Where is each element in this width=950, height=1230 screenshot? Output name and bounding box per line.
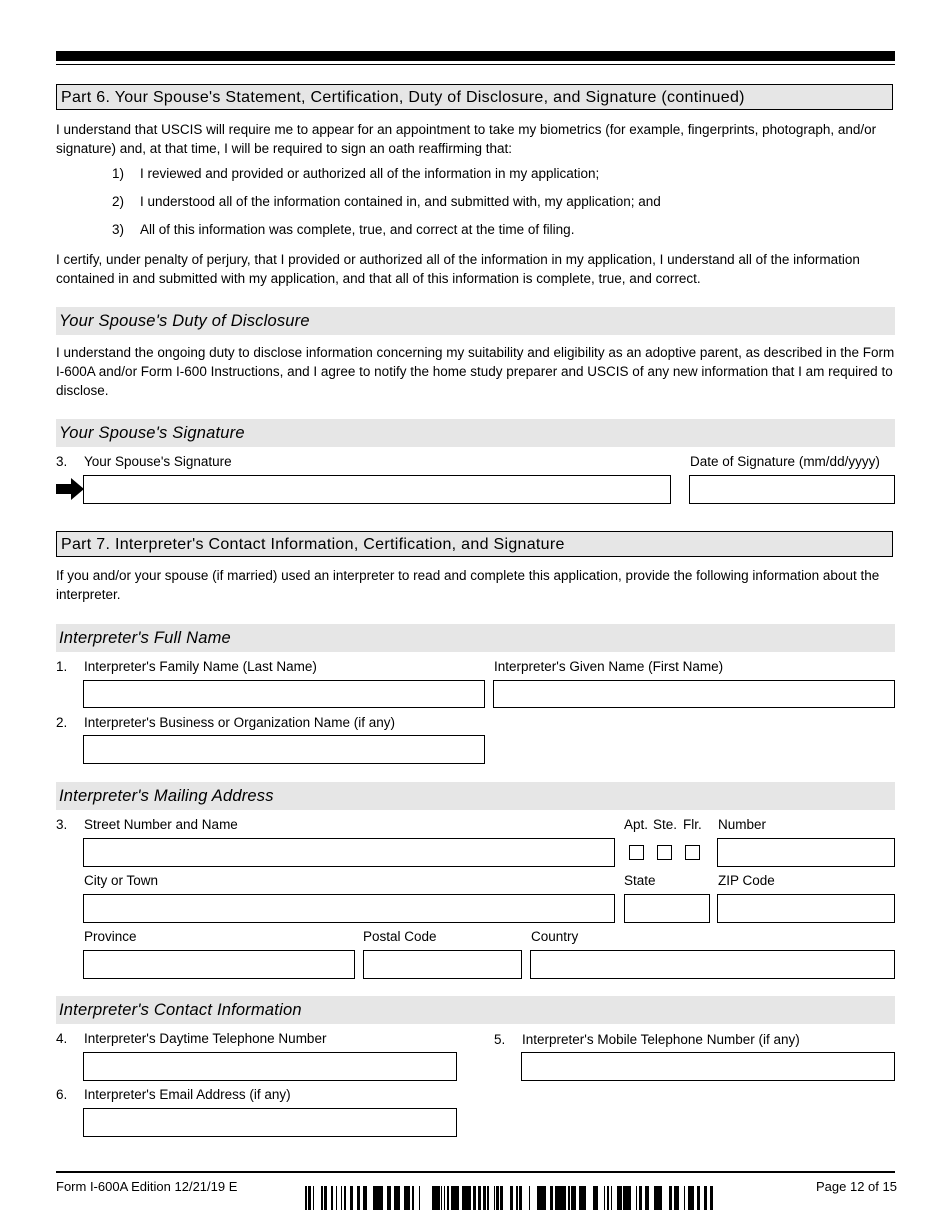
certification-text: I certify, under penalty of perjury, that I provided or authorized all of the information in my application, I understand all of the information contained in and submitted with my application, and that all of this information is complete, true, and correct. bbox=[56, 252, 860, 286]
country-field[interactable] bbox=[530, 950, 895, 979]
given-name-field[interactable] bbox=[493, 680, 895, 708]
interpreter-mailing-header: Interpreter's Mailing Address bbox=[56, 782, 895, 810]
daytime-phone-field[interactable] bbox=[83, 1052, 457, 1081]
part6-title: Part 6. Your Spouse's Statement, Certification, Duty of Disclosure, and Signature bbox=[61, 89, 657, 106]
mobile-phone-label: Interpreter's Mobile Telephone Number (if any) bbox=[522, 1032, 800, 1047]
part7-header bbox=[56, 531, 893, 557]
part7-intro: If you and/or your spouse (if married) used an interpreter to read and complete this application, provide the following information about the interpreter. bbox=[56, 568, 880, 602]
street-label: Street Number and Name bbox=[84, 817, 238, 832]
state-field[interactable] bbox=[624, 894, 710, 923]
part6-intro: I understand that USCIS will require me to appear for an appointment to take my biometrics (for example, fingerprints, photograph, and/or signature) and, at that time, I will be required to sign an oath reaffirming that: bbox=[56, 122, 877, 156]
interpreter-fullname-header: Interpreter's Full Name bbox=[56, 624, 895, 652]
list-item-number: 1) bbox=[112, 166, 125, 181]
apt-checkbox[interactable] bbox=[629, 845, 644, 860]
question-number: 4. bbox=[56, 1031, 68, 1046]
question-number: 1. bbox=[56, 659, 68, 674]
question-number: 5. bbox=[494, 1032, 506, 1047]
flr-checkbox[interactable] bbox=[685, 845, 700, 860]
postal-code-field[interactable] bbox=[363, 950, 522, 979]
family-name-label: Interpreter's Family Name (Last Name) bbox=[84, 659, 317, 674]
zip-field[interactable] bbox=[717, 894, 895, 923]
barcode-icon bbox=[305, 1186, 713, 1210]
top-rule-thick bbox=[56, 51, 895, 61]
ste-label: Ste. bbox=[653, 817, 678, 832]
interpreter-contact-header: Interpreter's Contact Information bbox=[56, 996, 895, 1024]
given-name-label: Interpreter's Given Name (First Name) bbox=[494, 659, 724, 674]
business-name-label: Interpreter's Business or Organization Name (if any) bbox=[84, 715, 395, 730]
number-label: Number bbox=[718, 817, 767, 832]
part6-header bbox=[56, 84, 893, 110]
family-name-field[interactable] bbox=[83, 680, 485, 708]
city-label: City or Town bbox=[84, 873, 159, 888]
spouse-signature-field[interactable] bbox=[83, 475, 671, 504]
top-rule-thin bbox=[56, 64, 895, 65]
page-number: Page 12 of 15 bbox=[816, 1179, 897, 1194]
ste-checkbox[interactable] bbox=[657, 845, 672, 860]
apt-label: Apt. bbox=[624, 817, 649, 832]
list-item-number: 3) bbox=[112, 222, 125, 237]
list-item-text: All of this information was complete, true, and correct at the time of filing. bbox=[140, 222, 575, 237]
flr-label: Flr. bbox=[683, 817, 702, 832]
spouse-signature-label: Your Spouse's Signature bbox=[84, 454, 232, 469]
province-field[interactable] bbox=[83, 950, 355, 979]
question-number: 3. bbox=[56, 817, 68, 832]
daytime-phone-label: Interpreter's Daytime Telephone Number bbox=[84, 1031, 327, 1046]
list-item-text: I understood all of the information contained in, and submitted with, my application; and bbox=[140, 194, 661, 209]
disclosure-header: Your Spouse's Duty of Disclosure bbox=[56, 307, 895, 335]
signature-date-field[interactable] bbox=[689, 475, 895, 504]
question-number: 3. bbox=[56, 454, 68, 469]
state-label: State bbox=[624, 873, 656, 888]
postal-code-label: Postal Code bbox=[363, 929, 437, 944]
city-field[interactable] bbox=[83, 894, 615, 923]
email-field[interactable] bbox=[83, 1108, 457, 1137]
signature-arrow-icon bbox=[56, 478, 84, 500]
part6-continued: (continued) bbox=[661, 89, 745, 106]
province-label: Province bbox=[84, 929, 137, 944]
list-item-text: I reviewed and provided or authorized all of the information in my application; bbox=[140, 166, 600, 181]
apt-number-field[interactable] bbox=[717, 838, 895, 867]
part7-title: Part 7. Interpreter's Contact Information, Certification, and Signature bbox=[61, 536, 565, 553]
form-edition: Form I-600A Edition 12/21/19 E bbox=[56, 1179, 238, 1194]
email-label: Interpreter's Email Address (if any) bbox=[84, 1087, 291, 1102]
spouse-signature-header: Your Spouse's Signature bbox=[56, 419, 895, 447]
country-label: Country bbox=[531, 929, 579, 944]
list-item-number: 2) bbox=[112, 194, 125, 209]
footer-rule bbox=[56, 1171, 895, 1173]
zip-label: ZIP Code bbox=[718, 873, 775, 888]
signature-date-label: Date of Signature (mm/dd/yyyy) bbox=[690, 454, 880, 469]
disclosure-text: I understand the ongoing duty to disclose information concerning my suitability and eligibility as an adoptive parent, as described in the Form I-600A and/or Form I-600 Instructions, and I agree to notify the home study preparer and USCIS of any new information that I am required to disclose. bbox=[56, 345, 895, 398]
question-number: 2. bbox=[56, 715, 68, 730]
business-name-field[interactable] bbox=[83, 735, 485, 764]
question-number: 6. bbox=[56, 1087, 68, 1102]
street-field[interactable] bbox=[83, 838, 615, 867]
mobile-phone-field[interactable] bbox=[521, 1052, 895, 1081]
